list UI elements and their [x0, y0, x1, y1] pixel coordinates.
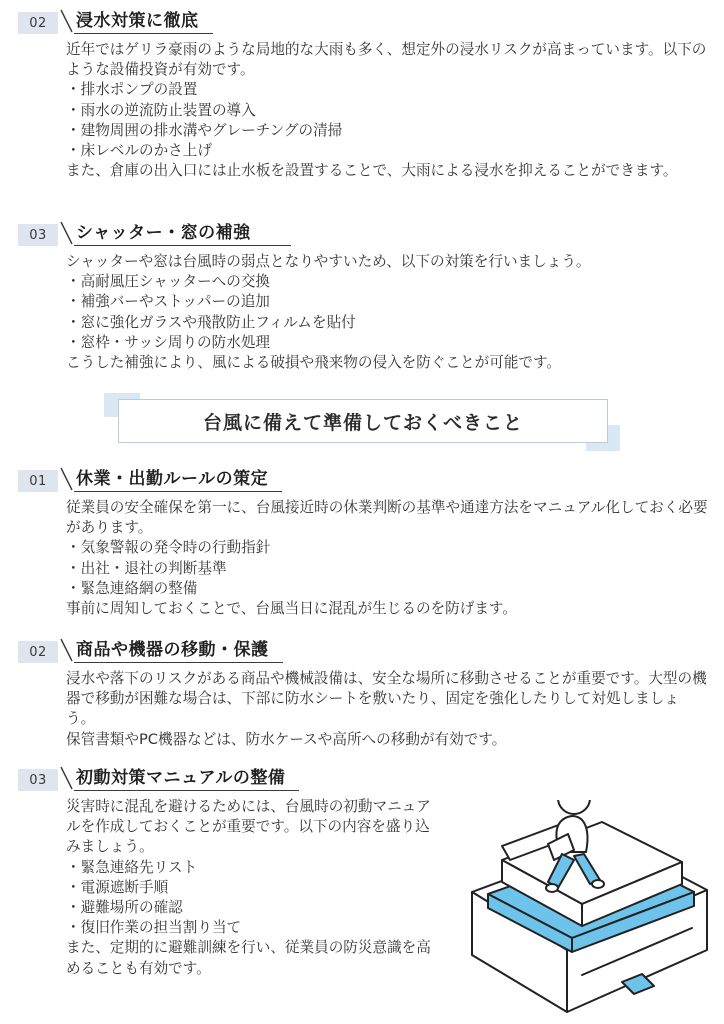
section-number: 01	[18, 470, 58, 492]
list-item: ・電源遮断手順	[66, 878, 169, 896]
section-body	[66, 40, 708, 181]
list-item: ・避難場所の確認	[66, 899, 183, 917]
person-sitting-on-raised-platform-icon	[462, 800, 712, 1015]
list-item: ・雨水の逆流防止装置の導入	[66, 101, 256, 119]
section-goods-protection	[18, 637, 708, 750]
section-heading	[18, 637, 708, 663]
section-title: 休業・出勤ルールの策定	[74, 464, 282, 492]
list-item: ・高耐風圧シャッターへの交換	[66, 273, 271, 291]
section-intro: 浸水や落下のリスクがある商品や機械設備は、安全な場所に移動させることが重要です。大型の機器で移動が困難な場合は、下部に防水シートを敷いたり、固定を強化したりして対処しましょう。	[66, 670, 707, 728]
section-body	[66, 669, 708, 750]
list-item: ・復旧作業の担当割り当て	[66, 919, 242, 937]
section-shutter-window	[18, 220, 708, 373]
section-heading	[18, 220, 708, 246]
section-heading	[18, 466, 708, 492]
section-flood-measures	[18, 8, 708, 181]
section-number: 02	[18, 12, 58, 34]
heading-slash-icon	[58, 220, 74, 246]
list-item: ・窓枠・サッシ周りの防水処理	[66, 333, 271, 351]
section-heading	[18, 8, 708, 34]
banner	[104, 393, 620, 451]
section-outro: 保管書類やPC機器などは、防水ケースや高所への移動が有効です。	[66, 730, 507, 748]
section-body	[66, 252, 708, 373]
section-intro: 近年ではゲリラ豪雨のような局地的な大雨も多く、想定外の浸水リスクが高まっています。以下のような設備投資が有効です。	[66, 41, 707, 79]
list-item: ・緊急連絡網の整備	[66, 579, 198, 597]
section-list	[66, 80, 708, 161]
section-outro: 事前に周知しておくことで、台風当日に混乱が生じるのを防げます。	[66, 600, 517, 618]
list-item: ・窓に強化ガラスや飛散防止フィルムを貼付	[66, 313, 356, 331]
section-title: 浸水対策に徹底	[74, 6, 213, 34]
section-outro: また、定期的に避難訓練を行い、従業員の防災意識を高めることも有効です。	[66, 939, 431, 977]
list-item: ・緊急連絡先リスト	[66, 858, 198, 876]
section-number: 02	[18, 641, 58, 663]
section-list	[66, 538, 708, 599]
section-number: 03	[18, 224, 58, 246]
list-item: ・排水ポンプの設置	[66, 81, 198, 99]
section-heading	[18, 765, 708, 791]
section-outro: こうした補強により、風による破損や飛来物の侵入を防ぐことが可能です。	[66, 354, 562, 372]
heading-slash-icon	[58, 637, 74, 663]
banner-title: 台風に備えて準備しておくべきこと	[118, 399, 608, 443]
section-title: 商品や機器の移動・保護	[74, 635, 283, 663]
heading-slash-icon	[58, 8, 74, 34]
section-intro: 災害時に混乱を避けるためには、台風時の初動マニュアルを作成しておくことが重要です。以下の内容を盛り込みましょう。	[66, 798, 431, 856]
list-item: ・補強バーやストッパーの追加	[66, 293, 270, 311]
heading-slash-icon	[58, 466, 74, 492]
section-title: 初動対策マニュアルの整備	[74, 763, 299, 791]
section-title: シャッター・窓の補強	[74, 218, 291, 246]
section-list	[66, 858, 432, 939]
section-work-rules	[18, 466, 708, 619]
list-item: ・床レベルのかさ上げ	[66, 142, 212, 160]
heading-slash-icon	[58, 765, 74, 791]
section-body	[66, 498, 708, 619]
section-list	[66, 272, 708, 353]
list-item: ・出社・退社の判断基準	[66, 559, 227, 577]
list-item: ・気象警報の発令時の行動指針	[66, 539, 271, 557]
section-outro: また、倉庫の出入口には止水板を設置することで、大雨による浸水を抑えることができます。	[66, 162, 678, 180]
section-intro: 従業員の安全確保を第一に、台風接近時の休業判断の基準や通達方法をマニュアル化しておく必要があります。	[66, 499, 708, 537]
list-item: ・建物周囲の排水溝やグレーチングの清掃	[66, 121, 343, 139]
section-number: 03	[18, 769, 58, 791]
section-body	[66, 797, 432, 979]
section-intro: シャッターや窓は台風時の弱点となりやすいため、以下の対策を行いましょう。	[66, 253, 591, 270]
